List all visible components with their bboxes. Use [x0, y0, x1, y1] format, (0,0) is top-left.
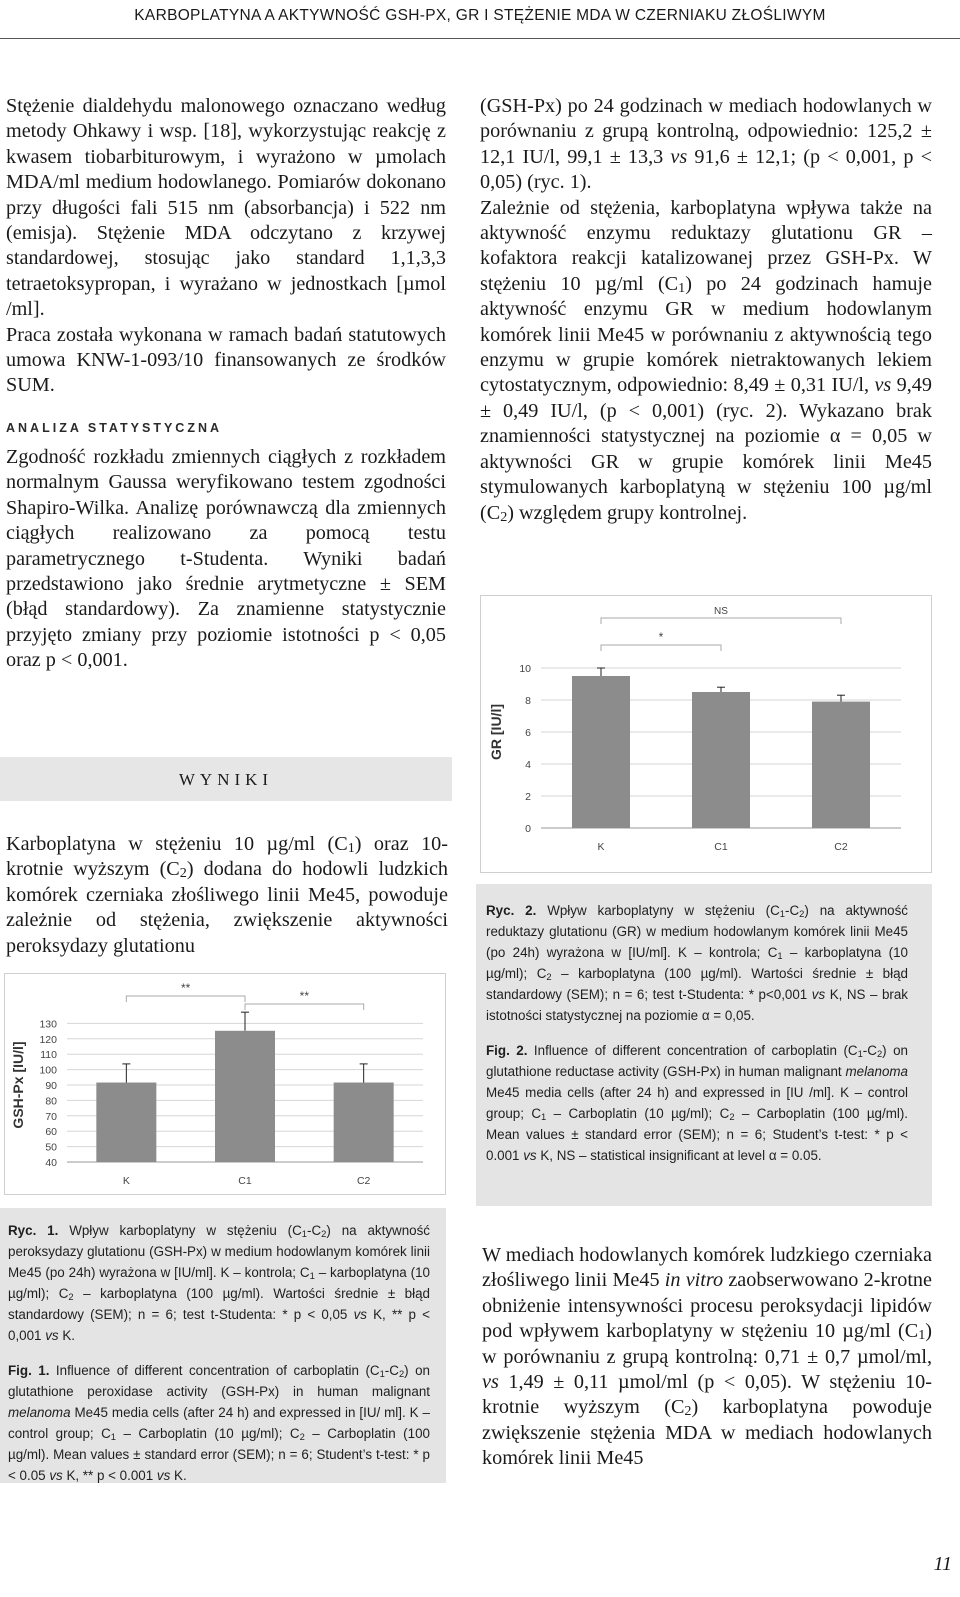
caption-en: Fig. 2. Influence of different concentration of carboplatin $(C_1-C_2)$ on glutathione reductase activity (GSH-Px) in human malignant melanoma Me45 media cells (after 24 h) and expressed in [IU /ml]. K – control group; $C_1$ – Carboplatin (10 µg/ml); $C_2$ – Carboplatin (100 µg/ml). Mean values ± standard error (SEM); n = 6; Student’s t-test: * p < 0.001 vs K, NS – statistical insignificant at level α = 0.05. [486, 1043, 909, 1163]
statistics-subheading: ANALIZA STATYSTYCZNA [6, 420, 223, 435]
significance-bracket [126, 996, 245, 1002]
results-intro-paragraph: Karboplatyna w stężeniu 10 µg/ml $(C_1)$ oraz 10-krotnie wyższym $(C_2)$ dodana do hodowli ludzkich komórek czerniaka złośliwego linii Me45, powoduje zależnie od stężenia, zwiększenie aktywności peroksydazy glutationu [6, 833, 448, 957]
header-rule [0, 38, 960, 39]
y-tick-label: 90 [45, 1080, 57, 1092]
methods-paragraph: Stężenie dialdehydu malonowego oznaczano według metody Ohkawy i wsp. [18], wykorzystując reakcję z kwasem tiobarbiturowym, i wyrażono w µmolach MDA/ml medium hodowlanego. Pomiarów dokonano przy długości fali 515 nm (absorbancja) i 522 nm (emisja). Stężenie MDA odczytano z krzywej standardowej, stosując jako standard 1,1,3,3 tetraetoksypropan, i wyrażano w jednostkach [µmol /ml]. [6, 95, 446, 321]
y-tick-label: 8 [525, 695, 531, 707]
bar-k [572, 676, 630, 828]
gsh-px-bar-chart [5, 974, 447, 1196]
bar-c1 [215, 1031, 275, 1162]
y-tick-label: 110 [40, 1049, 57, 1062]
x-tick-label: C2 [356, 1175, 371, 1187]
y-tick-label: 4 [525, 759, 531, 771]
bar-k [96, 1083, 156, 1162]
significance-bracket [245, 1004, 364, 1010]
significance-label: NS [714, 606, 728, 617]
figure-2-caption [476, 884, 932, 1206]
results-paragraph-1: (GSH-Px) po 24 godzinach w mediach hodowlanych w porównaniu z grupą kontrolną, odpowiednio: 125,2 ± 12,1 IU/l, 99,1 ± 13,3 vs 91,6 ± 12,1; (p < 0,001, p < 0,05) (ryc. 1). [480, 95, 932, 194]
y-tick-label: 0 [525, 823, 531, 835]
left-column-results [6, 832, 448, 959]
statistics-paragraph: Zgodność rozkładu zmiennych ciągłych z rozkładem normalnym Gaussa weryfikowano testem zgodności Shapiro-Wilka. Analizę porównawczą dla zmiennych ciągłych realizowano za pomocą testu parametrycznego t-Studenta. Wyniki badań przedstawiono jako średnie arytmetyczne ± SEM (błąd standardowy). Za znamienne statystycznie przyjęto zmiany przy poziomie istotności p < 0,05 oraz p < 0,001. [6, 445, 446, 672]
bar-c1 [692, 692, 750, 828]
funding-paragraph: Praca została wykonana w ramach badań statutowych umowa KNW-1-093/10 finansowanych ze środków SUM. [6, 323, 446, 397]
significance-bracket [601, 618, 841, 624]
x-tick-label: K [597, 841, 605, 853]
y-tick-label: 2 [525, 791, 531, 803]
bar-c2 [812, 702, 870, 828]
results-paragraph-2: Zależnie od stężenia, karboplatyna wpływa także na aktywność enzymu reduktazy glutationu GR – kofaktora reakcji katalizowanej przez GSH-Px. W stężeniu 10 µg/ml $(C_1)$ po 24 godzinach hamuje aktywność enzymu GR w medium hodowlanym komórek linii Me45 w porównaniu z aktywnością tego enzymu w grupie komórek nietraktowanych lekiem cytostatycznym, odpowiednio: 8,49 ± 0,31 IU/l, vs 9,49 ± 0,49 IU/l, (p < 0,001) (ryc. 2). Wykazano brak znamienności statystycznej na poziomie α = 0,05 w aktywności GR w grupie komórek linii Me45 stymulowanych karboplatyną w stężeniu 100 µg/ml $(C_2)$ względem grupy kontrolnej. [480, 196, 932, 525]
gr-bar-chart [481, 596, 933, 874]
significance-label: * [658, 630, 664, 644]
page-number: 11 [933, 1553, 952, 1575]
y-tick-label: 70 [45, 1110, 57, 1123]
significance-bracket [601, 645, 721, 651]
y-tick-label: 80 [45, 1095, 57, 1108]
caption-en: Fig. 1. Influence of different concentration of carboplatin $(C_1-C_2)$ on glutathione peroxidase activity (GSH-Px) in human malignant melanoma Me45 media cells (after 24 h) and expressed in [IU/ ml]. K – control group; $C_1$ – Carboplatin (10 µg/ml); $C_2$ – Carboplatin (100 µg/ml). Mean values ± standard error (SEM); n = 6; Student’s t-test: * p < 0.05 vs K, ** p < 0.001 vs K. [8, 1363, 430, 1483]
right-column-bottom [482, 1243, 932, 1472]
figure-1-caption [0, 1208, 446, 1483]
y-tick-label: 60 [45, 1126, 57, 1139]
y-tick-label: 50 [45, 1141, 57, 1154]
y-tick-label: 6 [525, 727, 531, 739]
y-tick-label: 120 [39, 1033, 57, 1046]
caption-pl: Ryc. 2. Wpływ karboplatyny w stężeniu $(C_1-C_2)$ na aktywność reduktazy glutationu (GR) w medium hodowlanym komórek linii Me45 (po 24h) wyrażona w [IU/ml]. K – kontrola; $C_1$ – karboplatyna (10 µg/ml); $C_2$ – karboplatyna (100 µg/ml). Wartości średnie ± błąd standardowy (SEM); n = 6; test t-Studenta: * p<0,001 vs K, NS – brak istotności statystycznej na poziomie α = 0,05. [486, 903, 909, 1023]
y-axis-label: GR [IU/l] [488, 704, 504, 760]
left-column-top [6, 94, 446, 674]
x-tick-label: C1 [238, 1175, 252, 1187]
section-heading-wyniki: WYNIKI [0, 757, 452, 801]
caption-pl: Ryc. 1. Wpływ karboplatyny w stężeniu $(C_1-C_2)$ na aktywność peroksydazy glutationu (GSH-Px) w medium hodowlanym komórek linii Me45 (po 24h) wyrażona w [IU/ml]. K – kontrola; $C_1$ – karboplatyna (10 µg/ml); $C_2$ – karboplatyna (100 µg/ml). Wartości średnie ± błąd standardowy (SEM); n = 6; test t-Studenta: * p < 0,05 vs K, ** p < 0,001 vs K. [8, 1223, 431, 1343]
y-tick-label: 100 [39, 1064, 57, 1077]
x-tick-label: K [122, 1175, 130, 1187]
figure-1 [4, 973, 446, 1195]
x-tick-label: C2 [834, 841, 848, 853]
y-tick-label: 40 [45, 1157, 57, 1169]
y-tick-label: 130 [39, 1018, 57, 1031]
significance-label: ** [180, 981, 191, 995]
running-head: KARBOPLATYNA A AKTYWNOŚĆ GSH-PX, GR I STĘŻENIE MDA W CZERNIAKU ZŁOŚLIWYM [134, 7, 826, 24]
y-axis-label: GSH-Px [IU/l] [10, 1041, 26, 1129]
y-tick-label: 10 [519, 663, 531, 675]
bar-c2 [334, 1083, 394, 1162]
significance-label: ** [299, 989, 310, 1003]
x-tick-label: C1 [714, 841, 728, 853]
figure-2 [480, 595, 932, 873]
right-column-top [480, 94, 932, 526]
mda-paragraph: W mediach hodowlanych komórek ludzkiego czerniaka złośliwego linii Me45 in vitro zaobserwowano 2-krotne obniżenie intensywności procesu peroksydacji lipidów pod wpływem karboplatyny w stężeniu 10 µg/ml $(C_1)$ w porównaniu z grupą kontrolną: 0,71 ± 0,7 µmol/ml, vs 1,49 ± 0,11 µmol/ml (p < 0,05). W stężeniu 10-krotnie wyższym $(C_2)$ karboplatyna powoduje zwiększenie stężenia MDA w mediach hodowlanych komórek linii Me45 [482, 1244, 932, 1470]
